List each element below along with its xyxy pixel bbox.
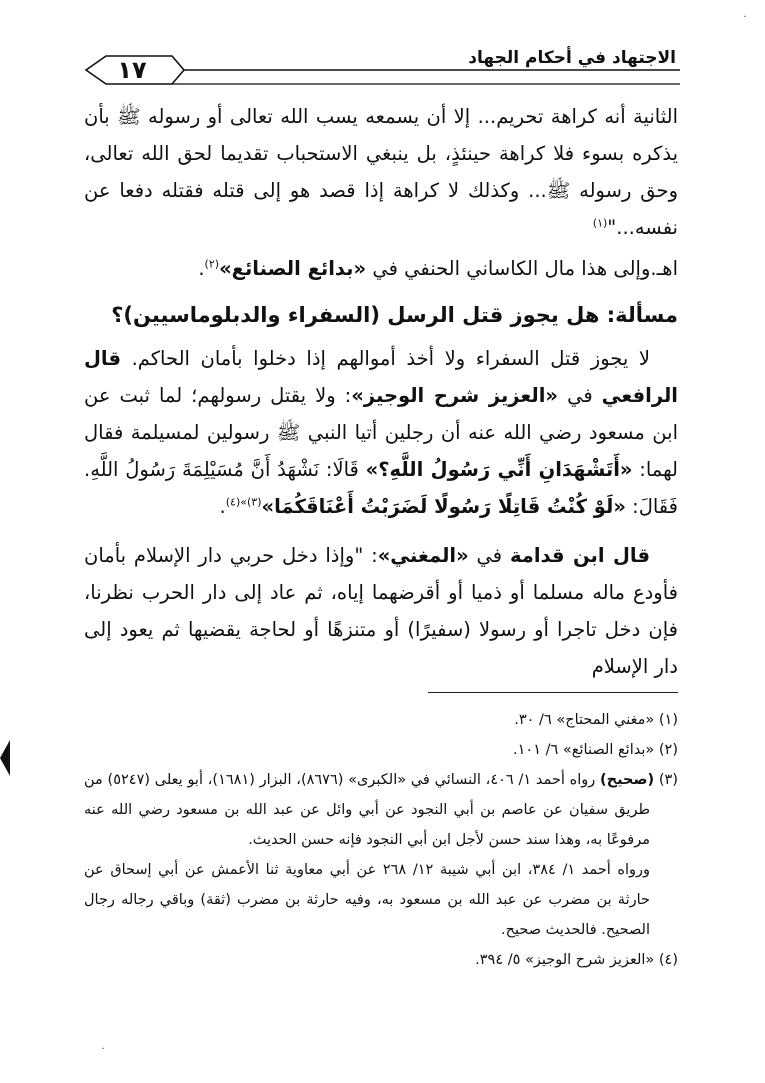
hadith-grade: (صحيح): [600, 772, 655, 788]
word-in: في: [476, 544, 503, 567]
footnote-ref-3-4: (٣)»(٤): [225, 495, 262, 509]
footnote-3-number: (٣): [658, 772, 679, 788]
running-title: الاجتهاد في أحكام الجهاد: [468, 48, 676, 68]
paragraph-3-text-2: قَالَا: نَشْهَدُ أَنَّ مُسَيْلِمَةَ رَسُولُ اللَّهِ. فَقَالَ:: [84, 458, 678, 518]
paragraph-3-text: : ولا يقتل رسولهم؛ لما ثبت عن ابن مسعود رضي الله عنه أن رجلين أتيا النبي ﷺ رسولين لمسيلمة فقال لهما:: [84, 384, 678, 481]
author-name: قال ابن قدامة: [509, 544, 650, 567]
scan-mark: ˙: [100, 1046, 106, 1060]
footnote-3-continued: ورواه أحمد ١/ ٣٨٤، ابن أبي شيبة ١٢/ ٢٦٨ عن أبي معاوية ثنا الأعمش عن أبي إسحاق عن حارثة بن مضرب عن عبد الله بن مسعود به، وفيه حارثة بن مضرب (ثقة) وباقي رجاله رجال الصحيح. فالحديث صحيح.: [84, 862, 650, 938]
hadith-quote-2: «لَوْ كُنْتُ قَاتِلًا رَسُولًا لَضَرَبْتُ أَعْنَاقَكُمَا»: [261, 495, 626, 518]
footnote-ref-2: (٢): [204, 257, 220, 271]
footnote-separator: [428, 692, 678, 693]
paragraph-4-text: : "وإذا دخل حربي دار الإسلام بأمان فأودع ماله مسلما أو ذميا أو أقرضهما إياه، ثم عاد إلى دار الحرب نظرنا، فإن دخل تاجرا أو رسولا (سفيرًا) أو متنزهًا أو لحاجة يقضيها ثم يعود إلى دار الإسلام: [84, 544, 678, 678]
page-number: ١٧: [117, 56, 147, 84]
word-in: في: [567, 384, 593, 407]
book-title: «العزيز شرح الوجيز»: [351, 384, 559, 407]
paragraph-2-text: اهـ.وإلى هذا مال الكاساني الحنفي في: [372, 257, 678, 280]
section-heading: مسألة: هل يجوز قتل الرسل (السفراء والدبلوماسيين)؟: [111, 303, 678, 327]
author-name: قال الرافعي: [84, 347, 678, 407]
paragraph-1-text: الثانية أنه كراهة تحريم... إلا أن يسمعه يسب الله تعالى أو رسوله ﷺ بأن يذكره بسوء فلا كراهة حينئذٍ، بل ينبغي الاستحباب تقديما لحق الله تعالى، وحق رسوله ﷺ... وكذلك لا كراهة إذا قصد هو إلى قتله فقتله دفعا عن نفسه...": [84, 105, 678, 239]
page-header: [84, 40, 680, 90]
footnote-4: (٤) «العزيز شرح الوجيز» ٥/ ٣٩٤.: [475, 952, 678, 968]
scan-mark: ˙: [742, 14, 748, 28]
footnote-3-text: رواه أحمد ١/ ٤٠٦، النسائي في «الكبرى» (٨٦٧٦)، البزار (١٦٨١)، أبو يعلى (٥٢٤٧) من طريق سفيان عن عاصم بن أبي النجود عن أبي وائل عن عبد الله بن مسعود رضي الله عنه مرفوعًا به، وهذا سند حسن لأجل ابن أبي النجود فإنه حسن الحديث.: [84, 772, 650, 848]
footnotes: [84, 705, 678, 975]
main-text: [84, 98, 678, 685]
footnote-2: (٢) «بدائع الصنائع» ٦/ ١٠١.: [513, 742, 678, 758]
hadith-quote-1: «أَتَشْهَدَانِ أَنِّي رَسُولُ اللَّهِ؟»: [365, 458, 633, 481]
paragraph-4: [84, 537, 678, 685]
book-title: «بدائع الصنائع»: [219, 257, 367, 280]
page-edge-mark: [0, 740, 10, 776]
footnote-1: (١) «مغني المحتاج» ٦/ ٣٠.: [514, 712, 678, 728]
footnote-ref-1: (١): [592, 216, 608, 230]
paragraph-2: اهـ.وإلى هذا مال الكاساني الحنفي في «بدائع الصنائع»$^{(٢)}$.: [198, 257, 678, 280]
paragraph-3: لا يجوز قتل السفراء ولا أخذ أموالهم إذا دخلوا بأمان الحاكم. قال الرافعي في «العزيز شرح الوجيز»: ولا يقتل رسولهم؛ لما ثبت عن ابن مسعود رضي الله عنه أن رجلين أتيا النبي ﷺ رسولين لمسيلمة فقال لهما: «أَتَشْهَدَانِ أَنِّي رَسُولُ اللَّهِ؟» قَالَا: نَشْهَدُ أَنَّ مُسَيْلِمَةَ رَسُولُ اللَّهِ. فَقَالَ: «لَوْ كُنْتُ قَاتِلًا رَسُولًا لَضَرَبْتُ أَعْنَاقَكُمَا»$^{(٣)»(٤)}$.: [84, 347, 678, 518]
book-title: «المغني»: [377, 544, 469, 567]
footnote-3: [84, 765, 678, 855]
paragraph-3-intro: لا يجوز قتل السفراء ولا أخذ أموالهم إذا دخلوا بأمان الحاكم.: [131, 347, 650, 370]
paragraph-1: [84, 98, 678, 246]
